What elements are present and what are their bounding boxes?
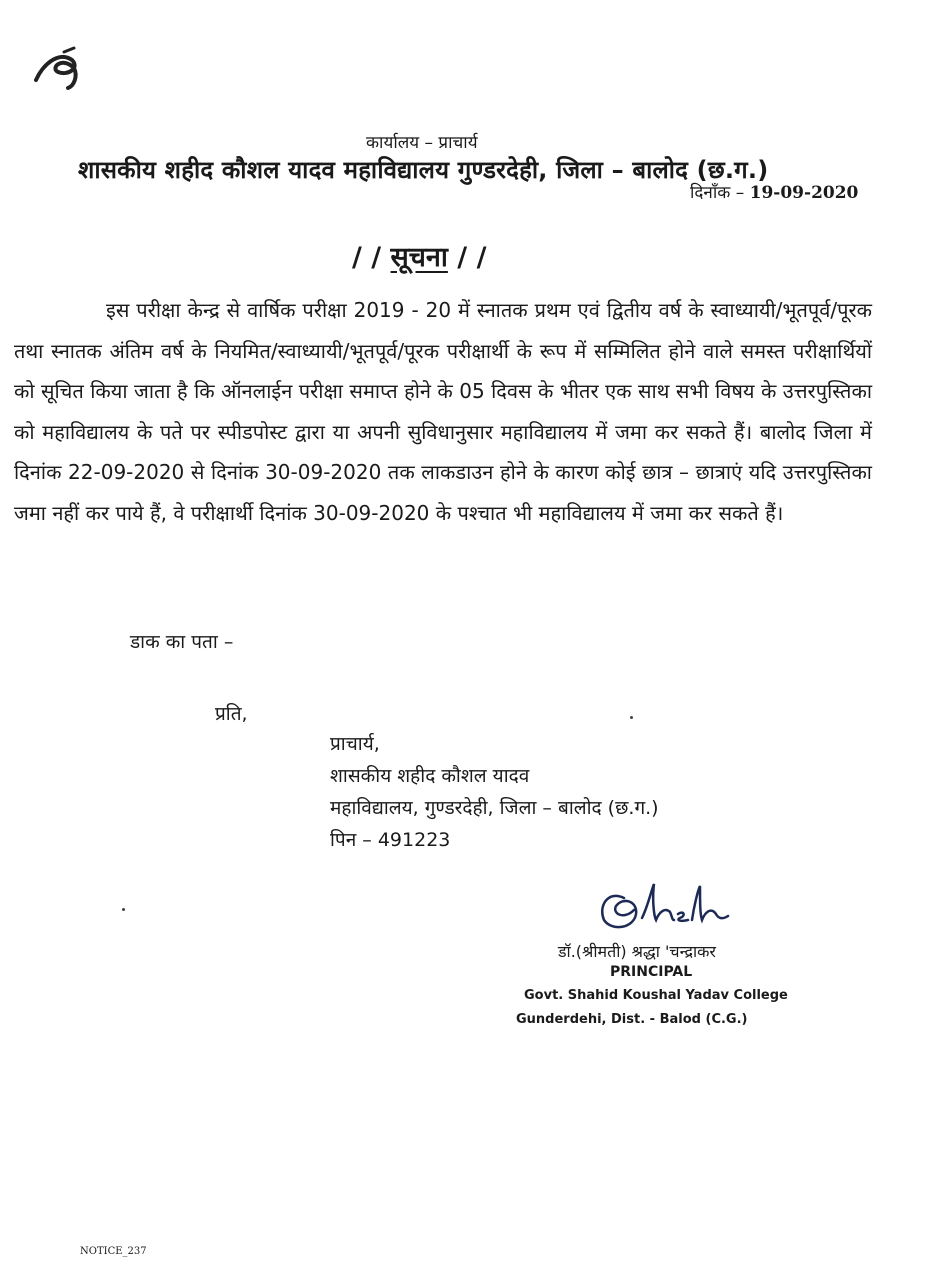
notice-body	[14, 290, 872, 533]
notice-date	[690, 180, 858, 203]
postal-address-label: डाक का पता –	[130, 631, 234, 653]
signatory-name: डॉ.(श्रीमती) श्रद्धा 'चन्द्राकर	[558, 942, 716, 961]
ink-mark	[28, 46, 84, 98]
notice-body-text: इस परीक्षा केन्द्र से वार्षिक परीक्षा 2019 - 20 में स्नातक प्रथम एवं द्वितीय वर्ष के स्वाध्यायी/भूतपूर्व/पूरक तथा स्नातक अंतिम वर्ष के नियमित/स्वाध्यायी/भूतपूर्व/पूरक परीक्षार्थी के रूप में सम्मिलित होने वाले समस्त परीक्षार्थियों को सूचित किया जाता है कि ऑनलाईन परीक्षा समाप्त होने के 05 दिवस के भीतर एक साथ सभी विषय के उत्तरपुस्तिका को महाविद्यालय के पते पर स्पीडपोस्ट द्वारा या अपनी सुविधानुसार महाविद्यालय में जमा कर सकते हैं। बालोद जिला में दिनांक 22-09-2020 से दिनांक 30-09-2020 तक लाकडाउन होने के कारण कोई छात्र – छात्राएं यदि उत्तरपुस्तिका जमा नहीं कर पाये हैं, वे परीक्षार्थी दिनांक 30-09-2020 के पश्चात भी महाविद्यालय में जमा कर सकते हैं।	[14, 298, 872, 525]
footer-code: NOTICE_237	[80, 1246, 147, 1257]
to-label: प्रति,	[215, 703, 248, 725]
signatory-role: PRINCIPAL	[610, 964, 693, 980]
date-value: 19-09-2020	[749, 183, 859, 203]
date-label: दिनाँक –	[690, 183, 750, 203]
heading-title: सूचना	[390, 242, 448, 273]
speck	[122, 908, 125, 911]
address-line: शासकीय शहीद कौशल यादव	[330, 765, 530, 787]
office-line: कार्यालय – प्राचार्य	[366, 133, 478, 153]
signature	[594, 876, 744, 936]
notice-heading	[352, 237, 486, 274]
speck	[630, 716, 633, 719]
college-stamp-name: Govt. Shahid Koushal Yadav College	[524, 988, 788, 1003]
address-line: प्राचार्य,	[330, 733, 380, 755]
heading-slashes-right: / /	[447, 242, 487, 273]
heading-slashes-left: / /	[352, 242, 391, 273]
address-line: पिन – 491223	[330, 829, 451, 851]
address-line: महाविद्यालय, गुण्डरदेही, जिला – बालोद (छ.ग.)	[330, 797, 659, 819]
college-title: शासकीय शहीद कौशल यादव महाविद्यालय गुण्डरदेही, जिला – बालोद (छ.ग.)	[78, 156, 769, 184]
college-stamp-place: Gunderdehi, Dist. - Balod (C.G.)	[516, 1012, 748, 1027]
